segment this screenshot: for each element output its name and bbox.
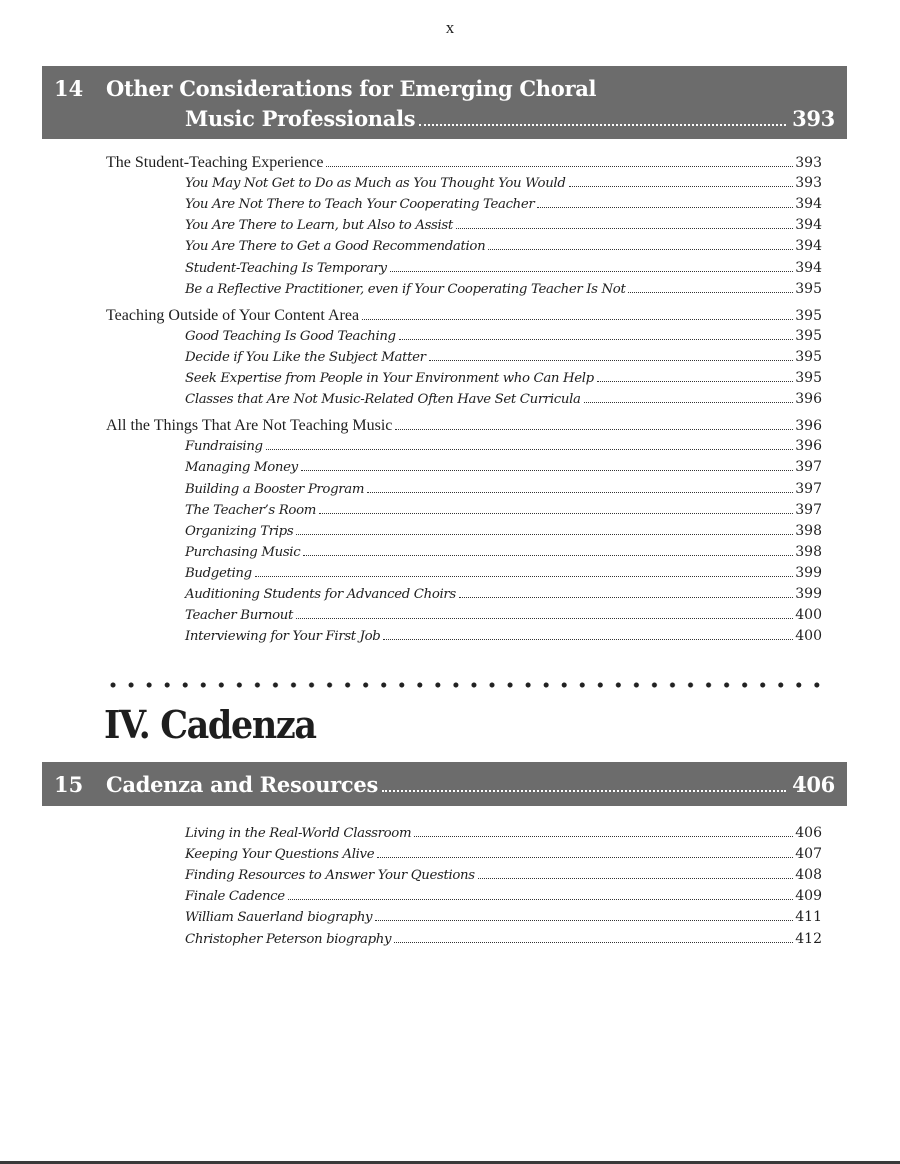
entry-title: Teaching Outside of Your Content Area xyxy=(106,306,360,324)
dot-leader xyxy=(303,555,793,556)
toc-subsection-entry[interactable] xyxy=(185,628,822,648)
entry-page: 394 xyxy=(795,238,822,255)
toc-subsection-entry[interactable] xyxy=(185,217,822,237)
entry-title: You Are Not There to Teach Your Cooperating Teacher xyxy=(185,197,535,213)
dot-leader xyxy=(488,249,793,250)
entry-page: 399 xyxy=(795,586,822,602)
toc-subsection-entry[interactable] xyxy=(185,565,822,585)
chapter-14-heading[interactable] xyxy=(42,66,847,139)
toc-subsection-entry[interactable] xyxy=(185,523,822,543)
entry-title: Decide if You Like the Subject Matter xyxy=(185,349,426,365)
dot-leader xyxy=(414,836,793,837)
part-heading: IV. Cadenza xyxy=(104,702,316,747)
toc-subsection-entry[interactable] xyxy=(185,260,822,280)
entry-title: Be a Reflective Practitioner, even if Your Cooperating Teacher Is Not xyxy=(185,281,626,297)
dot-leader xyxy=(569,186,794,187)
dot-leader xyxy=(362,319,793,320)
dot-leader xyxy=(375,920,793,921)
dot-leader xyxy=(296,618,793,619)
chapter-title: Cadenza and Resources xyxy=(106,772,378,797)
dot-leader xyxy=(459,597,793,598)
entry-page: 409 xyxy=(795,888,822,905)
entry-title: Christopher Peterson biography xyxy=(185,931,392,947)
dot-leader xyxy=(296,534,793,535)
toc-subsection-entry[interactable] xyxy=(185,238,822,258)
entry-page: 400 xyxy=(795,628,822,645)
chapter-title-line1: Other Considerations for Emerging Choral xyxy=(106,76,597,101)
entry-title: Seek Expertise from People in Your Environment who Can Help xyxy=(185,371,594,386)
entry-title: Good Teaching Is Good Teaching xyxy=(185,328,396,344)
dot-leader xyxy=(367,492,793,493)
entry-page: 394 xyxy=(795,217,822,234)
entry-title: Budgeting xyxy=(185,565,252,581)
dot-leader xyxy=(377,857,793,858)
toc-subsection-entry[interactable] xyxy=(185,931,822,951)
entry-page: 393 xyxy=(795,175,822,192)
entry-page: 395 xyxy=(795,370,822,386)
entry-title: All the Things That Are Not Teaching Music xyxy=(106,417,393,435)
entry-title: Managing Money xyxy=(185,460,298,476)
dot-leader xyxy=(326,166,793,167)
dot-leader xyxy=(478,878,794,879)
entry-title: Interviewing for Your First Job xyxy=(185,629,381,645)
toc-subsection-entry[interactable] xyxy=(185,888,822,908)
entry-title: You Are There to Learn, but Also to Assist xyxy=(185,218,453,234)
entry-title: Organizing Trips xyxy=(185,523,294,539)
chapter-number: 15 xyxy=(54,772,84,797)
dot-leader xyxy=(429,360,794,361)
entry-page: 393 xyxy=(795,155,822,171)
entry-title: Building a Booster Program xyxy=(185,481,365,497)
entry-title: The Student-Teaching Experience xyxy=(106,154,324,171)
toc-subsection-entry[interactable] xyxy=(185,586,822,606)
toc-section-entry[interactable] xyxy=(106,417,822,437)
entry-title: William Sauerland biography xyxy=(185,910,373,926)
entry-page: 411 xyxy=(795,909,822,926)
dot-leader xyxy=(584,402,794,403)
toc-subsection-entry[interactable] xyxy=(185,459,822,479)
entry-page: 398 xyxy=(795,522,822,539)
entry-page: 408 xyxy=(795,867,822,884)
entry-title: Fundraising xyxy=(185,439,263,455)
toc-subsection-entry[interactable] xyxy=(185,502,822,522)
entry-title: You May Not Get to Do as Much as You Thought You Would xyxy=(185,176,566,192)
dot-leader xyxy=(394,942,793,943)
toc-subsection-entry[interactable] xyxy=(185,825,822,845)
entry-page: 394 xyxy=(795,259,822,276)
dot-leader xyxy=(456,228,793,229)
dotted-divider xyxy=(104,680,826,690)
entry-title: Living in the Real-World Classroom xyxy=(185,826,412,841)
chapter-page: 406 xyxy=(792,772,835,797)
dot-leader xyxy=(395,429,793,430)
entry-page: 395 xyxy=(795,307,822,324)
entry-page: 406 xyxy=(795,825,822,841)
dot-leader xyxy=(288,899,793,900)
toc-section-entry[interactable] xyxy=(106,154,822,174)
toc-subsection-entry[interactable] xyxy=(185,175,822,195)
toc-subsection-entry[interactable] xyxy=(185,370,822,390)
entry-title: Keeping Your Questions Alive xyxy=(185,847,375,863)
toc-subsection-entry[interactable] xyxy=(185,349,822,369)
entry-page: 399 xyxy=(795,564,822,581)
dot-leader xyxy=(597,381,793,382)
page-number: x xyxy=(445,18,455,37)
entry-page: 395 xyxy=(795,280,822,297)
dot-leader xyxy=(255,576,794,577)
chapter-page: 393 xyxy=(792,106,835,131)
dot-leader xyxy=(628,292,793,293)
dot-leader xyxy=(399,339,794,340)
entry-title: The Teacher’s Room xyxy=(185,502,317,518)
entry-page: 397 xyxy=(795,501,822,518)
dot-leader xyxy=(383,639,793,640)
entry-page: 397 xyxy=(795,480,822,497)
dot-leader xyxy=(382,790,786,792)
entry-page: 395 xyxy=(795,348,822,365)
entry-page: 396 xyxy=(795,391,822,408)
entry-page: 394 xyxy=(795,196,822,213)
toc-section-entry[interactable] xyxy=(106,307,822,327)
entry-title: Purchasing Music xyxy=(185,544,301,560)
entry-page: 395 xyxy=(795,327,822,344)
entry-title: You Are There to Get a Good Recommendation xyxy=(185,239,486,255)
toc-subsection-entry[interactable] xyxy=(185,544,822,564)
dot-leader xyxy=(390,271,794,272)
toc-subsection-entry[interactable] xyxy=(185,607,822,627)
chapter-number: 14 xyxy=(54,76,84,101)
toc-subsection-entry[interactable] xyxy=(185,391,822,411)
entry-title: Student-Teaching Is Temporary xyxy=(185,260,387,276)
toc-subsection-entry[interactable] xyxy=(185,481,822,501)
dot-leader xyxy=(419,124,786,126)
entry-title: Teacher Burnout xyxy=(185,608,294,624)
entry-title: Finding Resources to Answer Your Questions xyxy=(185,868,475,884)
entry-page: 396 xyxy=(795,438,822,455)
dot-leader xyxy=(537,207,793,208)
entry-page: 396 xyxy=(795,418,822,435)
toc-subsection-entry[interactable] xyxy=(185,867,822,887)
toc-subsection-entry[interactable] xyxy=(185,281,822,301)
toc-subsection-entry[interactable] xyxy=(185,846,822,866)
chapter-title-line2: Music Professionals xyxy=(185,106,416,131)
entry-title: Finale Cadence xyxy=(185,889,285,905)
toc-subsection-entry[interactable] xyxy=(185,328,822,348)
dot-leader xyxy=(301,470,793,471)
dot-leader xyxy=(266,449,794,450)
entry-page: 412 xyxy=(795,930,822,947)
toc-subsection-entry[interactable] xyxy=(185,909,822,929)
chapter-15-heading[interactable] xyxy=(42,762,847,806)
entry-page: 407 xyxy=(795,846,822,863)
dot-leader xyxy=(319,513,793,514)
toc-subsection-entry[interactable] xyxy=(185,438,822,458)
entry-title: Classes that Are Not Music-Related Often Have Set Curricula xyxy=(185,392,581,408)
entry-title: Auditioning Students for Advanced Choirs xyxy=(185,587,456,602)
entry-page: 398 xyxy=(795,543,822,560)
entry-page: 397 xyxy=(795,459,822,476)
toc-subsection-entry[interactable] xyxy=(185,196,822,216)
entry-page: 400 xyxy=(795,607,822,624)
